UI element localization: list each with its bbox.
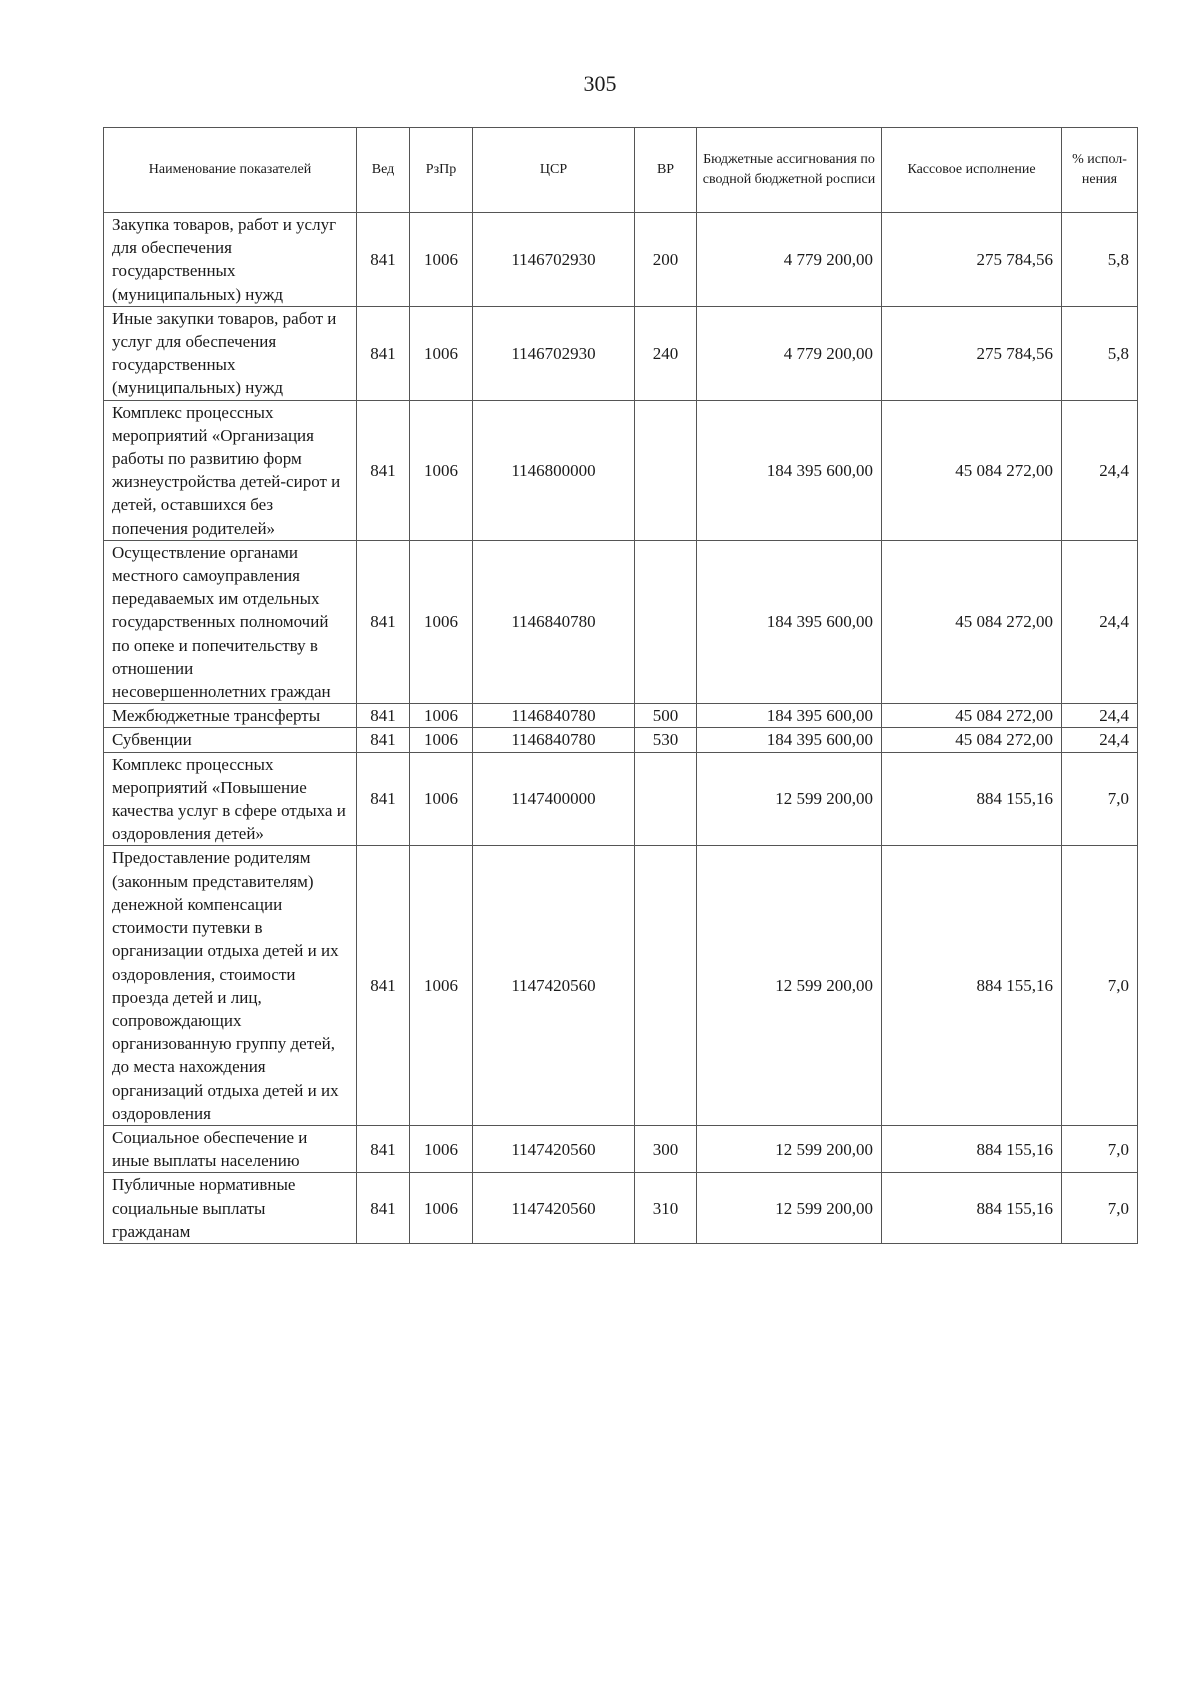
cell-name: Комплекс процессных мероприятий «Повышение качества услуг в сфере отдыха и оздоровления детей» xyxy=(104,752,357,846)
cell-csr: 1147420560 xyxy=(473,1173,635,1244)
cell-name: Субвенции xyxy=(104,728,357,752)
cell-name: Закупка товаров, работ и услуг для обеспечения государственных (муниципальных) нужд xyxy=(104,213,357,307)
cell-vr xyxy=(635,540,697,703)
cell-csr: 1146840780 xyxy=(473,728,635,752)
cell-pct: 24,4 xyxy=(1062,704,1138,728)
cell-cash: 45 084 272,00 xyxy=(882,400,1062,540)
cell-csr: 1146840780 xyxy=(473,704,635,728)
cell-cash: 275 784,56 xyxy=(882,213,1062,307)
cell-pct: 24,4 xyxy=(1062,728,1138,752)
table-row xyxy=(104,1173,1138,1244)
cell-rzpr: 1006 xyxy=(410,846,473,1125)
cell-budget: 184 395 600,00 xyxy=(697,704,882,728)
header-ved: Вед xyxy=(357,128,410,213)
cell-budget: 184 395 600,00 xyxy=(697,728,882,752)
table-row xyxy=(104,400,1138,540)
cell-rzpr: 1006 xyxy=(410,306,473,400)
cell-vr xyxy=(635,752,697,846)
table-row xyxy=(104,1125,1138,1172)
cell-name: Межбюджетные трансферты xyxy=(104,704,357,728)
cell-rzpr: 1006 xyxy=(410,728,473,752)
cell-name: Комплекс процессных мероприятий «Организация работы по развитию форм жизнеустройства детей-сирот и детей, оставшихся без попечения родителей» xyxy=(104,400,357,540)
cell-vr: 530 xyxy=(635,728,697,752)
cell-cash: 884 155,16 xyxy=(882,752,1062,846)
cell-pct: 5,8 xyxy=(1062,213,1138,307)
budget-execution-table xyxy=(103,127,1138,1244)
cell-ved: 841 xyxy=(357,728,410,752)
header-name: Наименование показателей xyxy=(104,128,357,213)
cell-pct: 24,4 xyxy=(1062,540,1138,703)
table-row xyxy=(104,846,1138,1125)
cell-ved: 841 xyxy=(357,1173,410,1244)
cell-budget: 12 599 200,00 xyxy=(697,1173,882,1244)
cell-csr: 1146702930 xyxy=(473,306,635,400)
cell-name: Осуществление органами местного самоуправления передаваемых им отдельных государственных полномочий по опеке и попечительству в отношении несовершеннолетних граждан xyxy=(104,540,357,703)
cell-vr: 300 xyxy=(635,1125,697,1172)
cell-vr: 310 xyxy=(635,1173,697,1244)
cell-csr: 1147420560 xyxy=(473,1125,635,1172)
cell-vr xyxy=(635,400,697,540)
cell-csr: 1147420560 xyxy=(473,846,635,1125)
cell-name: Социальное обеспечение и иные выплаты населению xyxy=(104,1125,357,1172)
cell-cash: 45 084 272,00 xyxy=(882,540,1062,703)
cell-csr: 1146800000 xyxy=(473,400,635,540)
cell-cash: 884 155,16 xyxy=(882,1125,1062,1172)
cell-ved: 841 xyxy=(357,306,410,400)
cell-rzpr: 1006 xyxy=(410,540,473,703)
table-row xyxy=(104,752,1138,846)
table-row xyxy=(104,728,1138,752)
table-row xyxy=(104,213,1138,307)
cell-rzpr: 1006 xyxy=(410,1173,473,1244)
cell-pct: 24,4 xyxy=(1062,400,1138,540)
header-budget: Бюджетные ассигнования по сводной бюджетной росписи xyxy=(697,128,882,213)
cell-vr: 240 xyxy=(635,306,697,400)
cell-cash: 275 784,56 xyxy=(882,306,1062,400)
cell-vr: 200 xyxy=(635,213,697,307)
cell-pct: 7,0 xyxy=(1062,1173,1138,1244)
cell-ved: 841 xyxy=(357,400,410,540)
cell-ved: 841 xyxy=(357,213,410,307)
cell-pct: 7,0 xyxy=(1062,1125,1138,1172)
header-csr: ЦСР xyxy=(473,128,635,213)
cell-cash: 884 155,16 xyxy=(882,846,1062,1125)
page-number: 305 xyxy=(583,71,617,96)
cell-rzpr: 1006 xyxy=(410,1125,473,1172)
header-rzpr: РзПр xyxy=(410,128,473,213)
cell-csr: 1146840780 xyxy=(473,540,635,703)
cell-budget: 4 779 200,00 xyxy=(697,306,882,400)
cell-rzpr: 1006 xyxy=(410,213,473,307)
cell-cash: 884 155,16 xyxy=(882,1173,1062,1244)
header-vr: ВР xyxy=(635,128,697,213)
cell-cash: 45 084 272,00 xyxy=(882,704,1062,728)
table-row xyxy=(104,540,1138,703)
cell-budget: 12 599 200,00 xyxy=(697,752,882,846)
cell-csr: 1146702930 xyxy=(473,213,635,307)
cell-ved: 841 xyxy=(357,540,410,703)
cell-ved: 841 xyxy=(357,704,410,728)
cell-budget: 4 779 200,00 xyxy=(697,213,882,307)
cell-ved: 841 xyxy=(357,846,410,1125)
cell-csr: 1147400000 xyxy=(473,752,635,846)
cell-pct: 7,0 xyxy=(1062,846,1138,1125)
cell-budget: 184 395 600,00 xyxy=(697,400,882,540)
header-row xyxy=(104,128,1138,213)
header-pct: % испол-нения xyxy=(1062,128,1138,213)
cell-rzpr: 1006 xyxy=(410,752,473,846)
cell-rzpr: 1006 xyxy=(410,400,473,540)
cell-name: Публичные нормативные социальные выплаты гражданам xyxy=(104,1173,357,1244)
cell-ved: 841 xyxy=(357,752,410,846)
cell-rzpr: 1006 xyxy=(410,704,473,728)
header-cash: Кассовое исполнение xyxy=(882,128,1062,213)
cell-budget: 12 599 200,00 xyxy=(697,1125,882,1172)
cell-budget: 184 395 600,00 xyxy=(697,540,882,703)
cell-vr xyxy=(635,846,697,1125)
cell-vr: 500 xyxy=(635,704,697,728)
cell-budget: 12 599 200,00 xyxy=(697,846,882,1125)
table-row xyxy=(104,704,1138,728)
cell-ved: 841 xyxy=(357,1125,410,1172)
cell-pct: 5,8 xyxy=(1062,306,1138,400)
cell-pct: 7,0 xyxy=(1062,752,1138,846)
cell-cash: 45 084 272,00 xyxy=(882,728,1062,752)
cell-name: Предоставление родителям (законным представителям) денежной компенсации стоимости путевки в организации отдыха детей и их оздоровления, стоимости проезда детей и лиц, сопровождающих организованную группу детей, до места нахождения организаций отдыха детей и их оздоровления xyxy=(104,846,357,1125)
table-row xyxy=(104,306,1138,400)
cell-name: Иные закупки товаров, работ и услуг для обеспечения государственных (муниципальных) нужд xyxy=(104,306,357,400)
